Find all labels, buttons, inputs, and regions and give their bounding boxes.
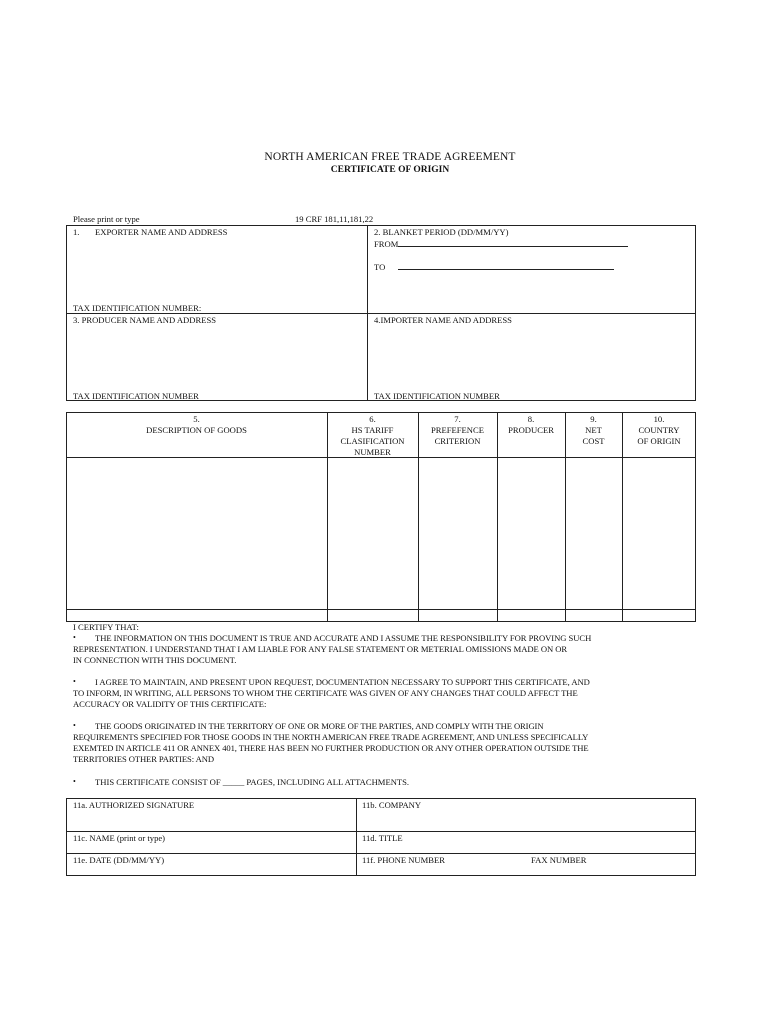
blanket-from-field[interactable] xyxy=(374,238,628,250)
blanket-period-label: 2. BLANKET PERIOD (DD/MM/YY) xyxy=(374,227,509,237)
col-country-number: 10. xyxy=(653,414,665,424)
col-preference-line2: CRITERION xyxy=(434,436,481,446)
print-instruction: Please print or type xyxy=(73,214,140,224)
regulation-reference: 19 CRF 181,11,181,22 xyxy=(295,214,374,224)
signature-row-divider xyxy=(66,831,696,832)
col-producer-label: PRODUCER xyxy=(508,425,554,435)
statement-3-line-2: REQUIREMENTS SPECIFIED FOR THOSE GOODS IN THE NORTH AMERICAN FREE TRADE AGREEMENT, AND UNLESS SPECIFICALLY xyxy=(73,732,589,742)
field-1-number: 1. xyxy=(73,227,80,237)
blanket-from-line xyxy=(398,238,628,247)
title-field[interactable]: 11d. TITLE xyxy=(362,833,403,843)
col-hs-tariff-number: 6. xyxy=(369,414,376,424)
col-producer xyxy=(497,414,565,436)
producer-label[interactable]: 3. PRODUCER NAME AND ADDRESS xyxy=(73,315,217,325)
col-net-cost-number: 9. xyxy=(590,414,597,424)
bullet-icon: • xyxy=(73,677,76,686)
col-description-number: 5. xyxy=(193,414,200,424)
statement-1-line-2: REPRESENTATION. I UNDERSTAND THAT I AM LIABLE FOR ANY FALSE STATEMENT OR METERIAL OMISSIONS MADE ON OR xyxy=(73,644,568,654)
col-preference xyxy=(418,414,497,447)
statement-4: THIS CERTIFICATE CONSIST OF _____ PAGES, INCLUDING ALL ATTACHMENTS. xyxy=(95,777,410,787)
signature-field[interactable]: 11a. AUTHORIZED SIGNATURE xyxy=(73,800,195,810)
blanket-to-label: TO xyxy=(374,262,386,272)
name-field[interactable]: 11c. NAME (print or type) xyxy=(73,833,166,843)
statement-2-line-2: TO INFORM, IN WRITING, ALL PERSONS TO WHOM THE CERTIFICATE WAS GIVEN OF ANY CHANGES THAT COULD AFFECT THE xyxy=(73,688,578,698)
col-hs-tariff-line2: CLASIFICATION xyxy=(340,436,405,446)
company-field[interactable]: 11b. COMPANY xyxy=(362,800,422,810)
statement-3 xyxy=(73,721,703,765)
col-hs-tariff-line1: HS TARIFF xyxy=(351,425,394,435)
col-country-line2: OF ORIGIN xyxy=(637,436,681,446)
exporter-tax-id-label[interactable]: TAX IDENTIFICATION NUMBER: xyxy=(73,303,202,313)
statement-3-line-1: THE GOODS ORIGINATED IN THE TERRITORY OF ONE OR MORE OF THE PARTIES, AND COMPLY WITH THE ORIGIN xyxy=(95,721,544,731)
blanket-from-label: FROM xyxy=(374,239,399,249)
col-description xyxy=(66,414,327,436)
document-subtitle: CERTIFICATE OF ORIGIN xyxy=(330,165,450,175)
blanket-to-line xyxy=(398,261,614,270)
col-net-cost-line1: NET xyxy=(585,425,602,435)
col-net-cost-line2: COST xyxy=(582,436,605,446)
bullet-icon: • xyxy=(73,633,76,642)
date-field[interactable]: 11e. DATE (DD/MM/YY) xyxy=(73,855,165,865)
importer-tax-id-label[interactable]: TAX IDENTIFICATION NUMBER xyxy=(374,391,500,401)
document-title: NORTH AMERICAN FREE TRADE AGREEMENT xyxy=(264,151,516,163)
importer-label[interactable]: 4.IMPORTER NAME AND ADDRESS xyxy=(374,315,512,325)
statement-2 xyxy=(73,677,703,710)
col-net-cost xyxy=(565,414,622,447)
statement-2-line-1: I AGREE TO MAINTAIN, AND PRESENT UPON REQUEST, DOCUMENTATION NECESSARY TO SUPPORT THIS CERTIFICATE, AND xyxy=(95,677,590,687)
phone-field[interactable]: 11f. PHONE NUMBER xyxy=(362,855,445,865)
blanket-to-field[interactable] xyxy=(374,261,614,273)
statement-3-line-4: TERRITORIES OTHER PARTIES: AND xyxy=(73,754,214,764)
statement-1-line-3: IN CONNECTION WITH THIS DOCUMENT. xyxy=(73,655,237,665)
bullet-icon: • xyxy=(73,777,76,786)
col-hs-tariff xyxy=(327,414,418,458)
col-preference-line1: PREFEFENCE xyxy=(430,425,484,435)
col-preference-number: 7. xyxy=(454,414,461,424)
col-country-line1: COUNTRY xyxy=(638,425,680,435)
col-producer-number: 8. xyxy=(527,414,535,424)
goods-bottom-divider xyxy=(66,609,696,610)
signature-divider xyxy=(356,798,357,876)
col-hs-tariff-line3: NUMBER xyxy=(354,447,391,457)
statement-3-line-3: EXEMTED IN ARTICLE 411 OR ANNEX 401, THERE HAS BEEN NO FURTHER PRODUCTION OR ANY OTHER OPERATION OUTSIDE THE xyxy=(73,743,589,753)
exporter-label[interactable]: EXPORTER NAME AND ADDRESS xyxy=(95,227,228,237)
statement-1-line-1: THE INFORMATION ON THIS DOCUMENT IS TRUE AND ACCURATE AND I ASSUME THE RESPONSIBILITY FOR PROVING SUCH xyxy=(95,633,592,643)
producer-tax-id-label[interactable]: TAX IDENTIFICATION NUMBER xyxy=(73,391,199,401)
fax-field[interactable]: FAX NUMBER xyxy=(531,855,587,865)
certify-heading: I CERTIFY THAT: xyxy=(73,622,139,632)
statement-2-line-3: ACCURACY OR VALIDITY OF THIS CERTIFICATE: xyxy=(73,699,267,709)
bullet-icon: • xyxy=(73,721,76,730)
col-description-label: DESCRIPTION OF GOODS xyxy=(146,425,247,435)
signature-row-divider xyxy=(66,853,696,854)
col-country xyxy=(622,414,696,447)
statement-1 xyxy=(73,633,703,666)
goods-col-divider xyxy=(497,412,498,622)
